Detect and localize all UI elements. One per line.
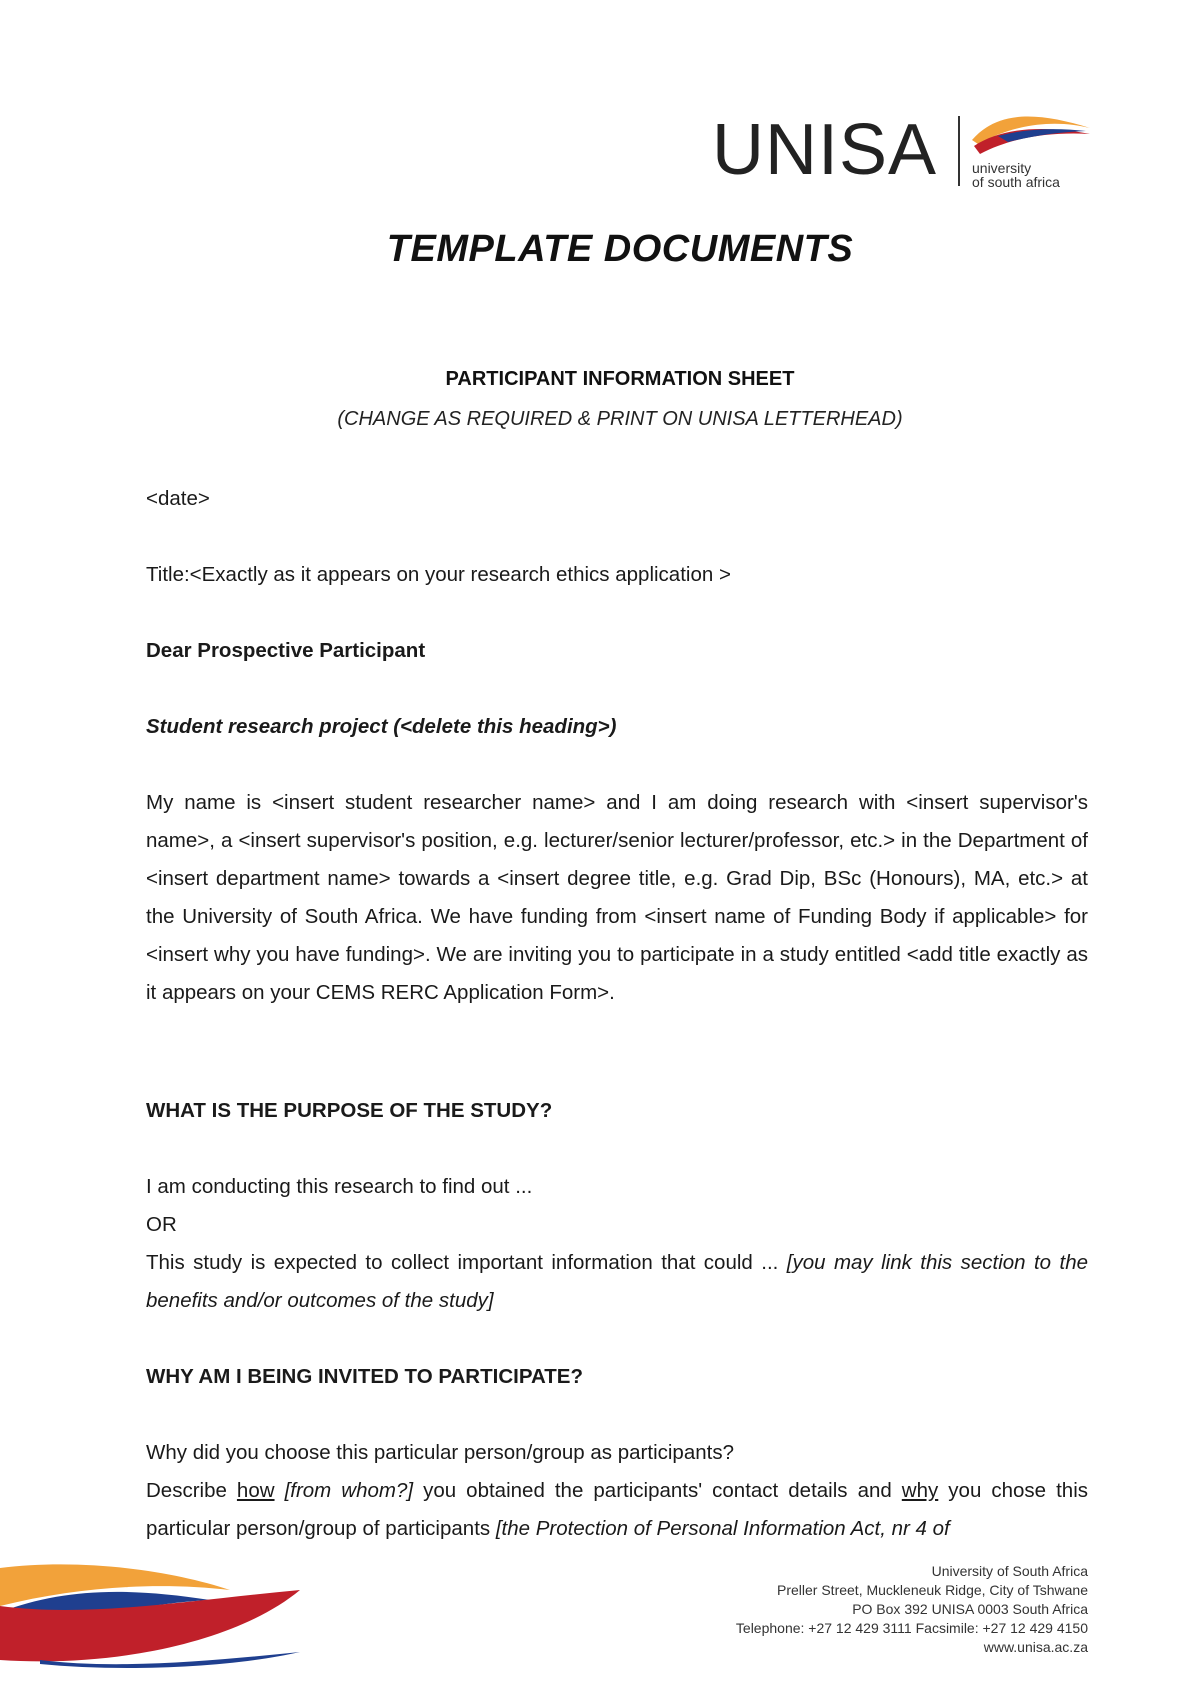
purpose-paragraph xyxy=(146,1244,1088,1320)
invited-text-c: you obtained the participants' contact details and xyxy=(413,1479,902,1502)
invited-popia-note: [the Protection of Personal Information Act, nr 4 of xyxy=(495,1517,950,1540)
sheet-heading: PARTICIPANT INFORMATION SHEET xyxy=(445,368,795,390)
footer-address xyxy=(736,1562,1088,1657)
footer-line-3: PO Box 392 UNISA 0003 South Africa xyxy=(852,1601,1088,1617)
salutation: Dear Prospective Participant xyxy=(146,639,426,662)
unisa-logo xyxy=(712,110,1092,200)
logo-swoosh-icon xyxy=(968,110,1092,160)
sheet-note: (CHANGE AS REQUIRED & PRINT ON UNISA LETTERHEAD) xyxy=(337,408,903,430)
footer-line-4: Telephone: +27 12 429 3111 Facsimile: +27 12 429 4150 xyxy=(735,1620,1088,1636)
invited-from-whom: [from whom?] xyxy=(284,1479,414,1502)
invited-why: why xyxy=(901,1479,939,1502)
invited-heading: WHY AM I BEING INVITED TO PARTICIPATE? xyxy=(146,1365,583,1388)
invited-line1: Why did you choose this particular person/group as participants? xyxy=(146,1441,734,1464)
logo-subtitle-line1: university xyxy=(972,160,1032,176)
footer-swoosh-icon xyxy=(0,1560,310,1670)
purpose-line1: I am conducting this research to find out ... xyxy=(146,1175,533,1198)
logo-wordmark: UNISA xyxy=(712,110,938,190)
logo-subtitle-line2: of south africa xyxy=(972,174,1060,190)
invited-how: how xyxy=(236,1479,275,1502)
purpose-heading: WHAT IS THE PURPOSE OF THE STUDY? xyxy=(146,1099,553,1122)
purpose-note: [you may link this section to the benefits and/or outcomes of the study] xyxy=(146,1251,1088,1312)
footer-line-1: University of South Africa xyxy=(931,1563,1088,1579)
date-placeholder: <date> xyxy=(146,487,210,510)
logo-divider xyxy=(958,116,960,186)
title-line: Title:<Exactly as it appears on your research ethics application > xyxy=(146,563,731,586)
invited-paragraph xyxy=(146,1472,1088,1548)
footer-line-2: Preller Street, Muckleneuk Ridge, City of Tshwane xyxy=(777,1582,1088,1598)
footer-website: www.unisa.ac.za xyxy=(983,1639,1088,1655)
invited-text-d: you chose this particular person/group of participants xyxy=(146,1479,1089,1540)
purpose-text: This study is expected to collect important information that could ... xyxy=(146,1251,787,1274)
intro-paragraph: My name is <insert student researcher name> and I am doing research with <insert supervisor's name>, a <insert supervisor's position, e.g. lecturer/senior lecturer/professor, etc.> in the Department of <insert department name> towards a <insert degree title, e.g. Grad Dip, BSc (Honours), MA, etc.> at the University of South Africa. We have funding from <insert name of Funding Body if applicable> for <insert why you have funding>. We are inviting you to participate in a study entitled <add title exactly as it appears on your CEMS RERC Application Form>. xyxy=(146,791,1088,1004)
invited-text-a: Describe xyxy=(146,1479,237,1502)
invited-text-b xyxy=(275,1479,285,1502)
purpose-or: OR xyxy=(146,1213,177,1236)
document-title: TEMPLATE DOCUMENTS xyxy=(386,228,854,270)
student-project-heading: Student research project (<delete this heading>) xyxy=(146,715,617,738)
